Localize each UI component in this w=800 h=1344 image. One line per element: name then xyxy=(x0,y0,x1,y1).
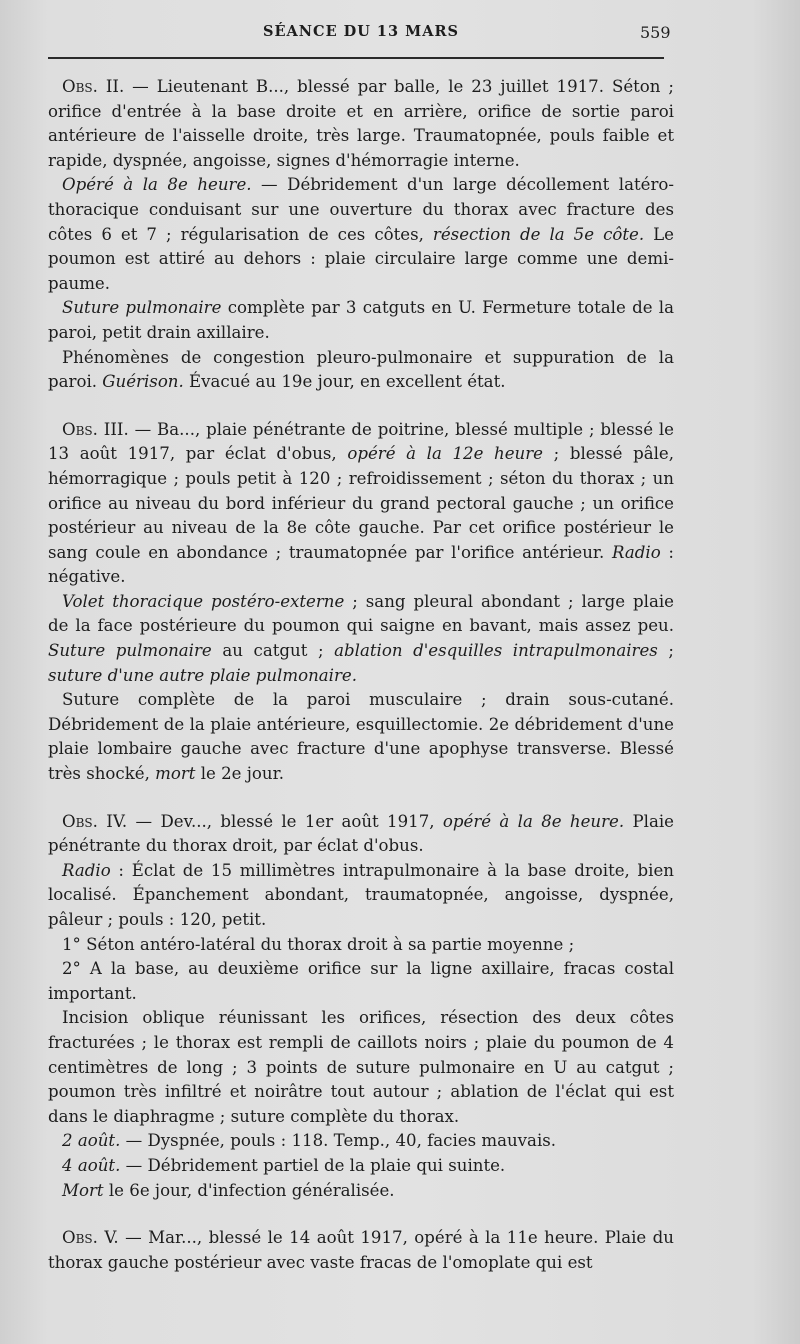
obs4-paragraph-4: 2° A la base, au deuxième orifice sur la ligne axillaire, fracas costal important. xyxy=(48,959,674,1003)
obs3-text-3: : négative. xyxy=(48,542,674,587)
obs4-paragraph-6 xyxy=(48,1129,674,1154)
obs2-text-3: Le poumon est attiré au dehors : plaie circulaire large comme une demi-paume. xyxy=(48,224,675,293)
page-header xyxy=(48,16,676,48)
obs4-italic-1: opéré à la 8e heure. xyxy=(442,811,625,831)
obs2-paragraph-4 xyxy=(48,346,674,395)
obs2-text-5: Phénomènes de congestion pleuro-pulmonaire et suppuration de la paroi. xyxy=(48,347,674,392)
obs2-italic-2: résection de la 5e côte. xyxy=(432,224,645,244)
obs4-text-3: : Éclat de 15 millimètres intrapulmonaire à la base droite, bien localisé. Épanchement abondant, traumatopnée, angoisse, dyspnée, pâleur ; pouls : 120, petit. xyxy=(48,860,674,929)
obs3-text-4: ; sang pleural abondant ; large plaie de la face postérieure du poumon qui saigne en bavant, mais assez peu. xyxy=(48,591,674,636)
obs3-paragraph-3 xyxy=(48,688,674,786)
obs4-italic-2: Radio xyxy=(62,860,111,880)
obs5-label: Obs. V. xyxy=(62,1228,119,1248)
obs3-italic-1: opéré à la 12e heure xyxy=(347,444,543,464)
obs3-text-8: le 2e jour. xyxy=(195,764,284,784)
obs4-text-5: — Débridement partiel de la plaie qui suinte. xyxy=(120,1155,506,1175)
obs4-paragraph-1 xyxy=(48,810,674,859)
obs2-text-2: — Débridement d'un large décollement latéro-thoracique conduisant sur une ouverture du thorax avec fracture des côtes 6 et 7 ; régularisation de ces côtes, xyxy=(48,175,674,244)
obs3-text-6: ; xyxy=(657,641,674,661)
obs4-text-2: Plaie pénétrante du thorax droit, par éclat d'obus. xyxy=(48,811,674,856)
obs4-text-6: le 6e jour, d'infection généralisée. xyxy=(103,1180,395,1200)
obs2-text-4: complète par 3 catguts en U. Fermeture totale de la paroi, petit drain axillaire. xyxy=(48,298,674,342)
obs2-text-6: Évacué au 19e jour, en excellent état. xyxy=(183,372,506,392)
obs3-italic-3: Volet thoracique postéro-externe xyxy=(62,591,345,611)
obs3-paragraph-2 xyxy=(48,590,674,688)
obs3-paragraph-1 xyxy=(48,418,674,590)
obs4-paragraph-5: Incision oblique réunissant les orifices, résection des deux côtes fracturées ; le thorax est rempli de caillots noirs ; plaie du poumon de 4 centimètres de long ; 3 points de suture pulmonaire en U au catgut ; poumon très infiltré et noirâtre tout autour ; ablation de l'éclat qui est dans le diaphragme ; suture complète du thorax. xyxy=(48,1008,674,1126)
obs2-paragraph-3 xyxy=(48,296,674,345)
observation-3 xyxy=(48,418,674,787)
obs2-italic-3: Suture pulmonaire xyxy=(62,298,222,318)
obs4-paragraph-8 xyxy=(48,1179,674,1204)
obs4-paragraph-3: 1° Séton antéro-latéral du thorax droit à sa partie moyenne ; xyxy=(62,934,575,954)
obs3-text-2: ; blessé pâle, hémorragique ; pouls petit à 120 ; refroidissement ; séton du thorax ; un orifice au niveau du bord inférieur du grand pectoral gauche ; un orifice postérieur au niveau de la 8e côte gauche. Par cet orifice postérieur le sang coule en abondance ; traumatopnée par l'orifice antérieur. xyxy=(48,444,674,562)
obs4-italic-5: Mort xyxy=(62,1180,104,1200)
obs2-paragraph-1 xyxy=(48,75,674,173)
obs5-text-1: — Mar..., blessé le 14 août 1917, opéré à la 11e heure. Plaie du thorax gauche postérieur avec vaste fracas de l'omoplate qui est xyxy=(48,1228,674,1272)
page-number: 559 xyxy=(640,23,671,42)
obs3-italic-7: mort xyxy=(155,764,196,784)
page-body xyxy=(48,75,674,1298)
observation-2 xyxy=(48,75,674,395)
obs5-paragraph-1 xyxy=(48,1226,674,1275)
obs3-italic-2: Radio xyxy=(612,542,661,562)
obs2-label: Obs. II. xyxy=(62,77,125,96)
obs4-label: Obs. IV. xyxy=(62,811,128,831)
obs2-italic-4: Guérison. xyxy=(102,372,184,392)
obs3-italic-4: Suture pulmonaire xyxy=(48,641,212,661)
obs3-italic-6: suture d'une autre plaie pulmonaire. xyxy=(48,665,357,685)
obs3-label: Obs. III. xyxy=(62,419,129,439)
obs2-italic-1: Opéré à la 8e heure. xyxy=(62,175,252,195)
obs3-italic-5: ablation d'esquilles intrapulmonaires xyxy=(334,641,658,661)
obs3-text-5: au catgut ; xyxy=(211,641,335,661)
header-rule xyxy=(48,57,664,59)
obs3-text-7: Suture complète de la paroi musculaire ; drain sous-cutané. Débridement de la plaie antérieure, esquillectomie. 2e débridement d'une plaie lombaire gauche avec fracture d'une apophyse transverse. Blessé très shocké, xyxy=(48,690,674,784)
obs2-text-1: — Lieutenant B..., blessé par balle, le 23 juillet 1917. Séton ; orifice d'entrée à la base droite et en arrière, orifice de sortie paroi antérieure de l'aisselle droite, très large. Traumatopnée, pouls faible et rapide, dyspnée, angoisse, signes d'hémorragie interne. xyxy=(48,77,675,170)
observation-5 xyxy=(48,1226,674,1275)
obs4-paragraph-7 xyxy=(48,1154,674,1179)
observation-4 xyxy=(48,810,674,1204)
running-title: SÉANCE DU 13 MARS xyxy=(263,23,459,40)
obs4-italic-3: 2 août. xyxy=(62,1131,121,1151)
obs2-paragraph-2 xyxy=(48,173,674,296)
obs4-text-4: — Dyspnée, pouls : 118. Temp., 40, facies mauvais. xyxy=(120,1131,557,1151)
obs3-text-1: — Ba..., plaie pénétrante de poitrine, blessé multiple ; blessé le 13 août 1917, par éclat d'obus, xyxy=(48,419,675,464)
obs4-italic-4: 4 août. xyxy=(62,1155,121,1175)
obs4-paragraph-2 xyxy=(48,859,674,933)
obs4-text-1: — Dev..., blessé le 1er août 1917, xyxy=(127,811,443,831)
